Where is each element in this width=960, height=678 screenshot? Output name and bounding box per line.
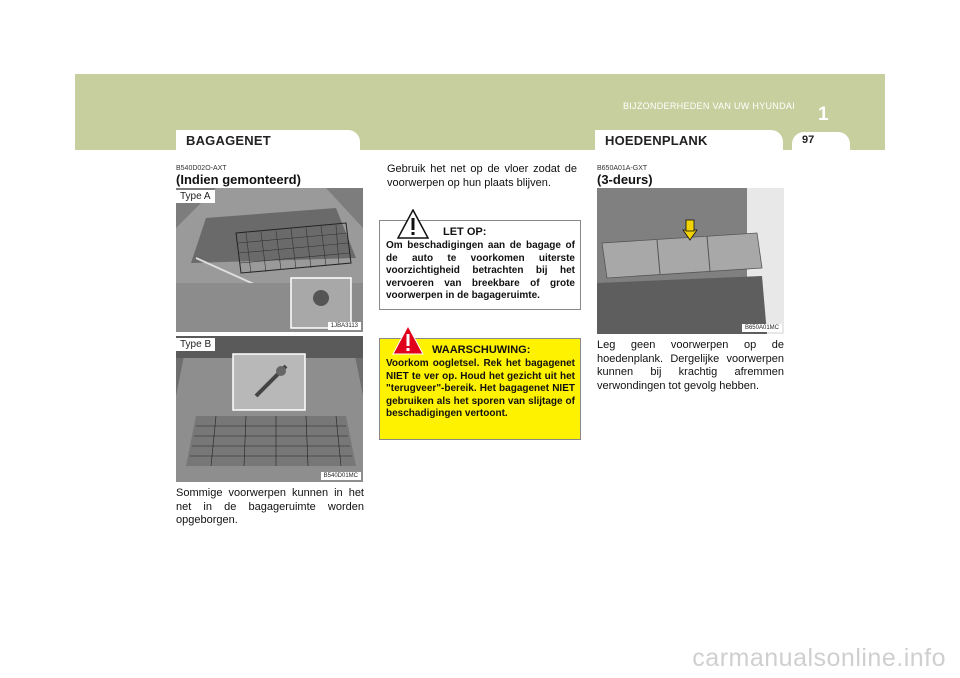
- photo-label-type-b: Type B: [176, 338, 215, 351]
- cargo-cover-photo: [597, 188, 784, 334]
- warning-text: Voorkom oogletsel. Rek het bagagenet NIET te ver op. Houd het gezicht uit het "terugveer"-bereik. Het bagagenet NIET gebruiken als het sporen van slijtage of beschadigingen vertoont.: [386, 358, 575, 419]
- chapter-number: 1: [818, 104, 829, 125]
- trunk-net-illustration-b: [176, 336, 363, 482]
- cargo-cover-illustration: [597, 188, 784, 334]
- body-paragraph-middle: Gebruik het net op de vloer zodat de voorwerpen op hun plaats blijven.: [387, 163, 577, 189]
- section-code: B540D02O-AXT: [176, 165, 227, 172]
- section-title-bagagenet: BAGAGENET: [186, 133, 271, 148]
- trunk-net-photo-type-b: [176, 336, 363, 482]
- warning-title: WAARSCHUWING:: [432, 344, 531, 356]
- section-subtitle: (Indien gemonteerd): [176, 172, 301, 187]
- section-title-hoedenplank: HOEDENPLANK: [605, 133, 708, 148]
- caution-title: LET OP:: [443, 226, 487, 238]
- photo-code-c: B650A01MC: [742, 324, 782, 332]
- chapter-title: BIJZONDERHEDEN VAN UW HYUNDAI: [622, 101, 795, 111]
- section-code: B650A01A-GXT: [597, 165, 648, 172]
- warning-triangle-icon: [397, 209, 429, 239]
- warning-box: [379, 338, 581, 440]
- body-paragraph-right: Leg geen voorwerpen op de hoedenplank. Dergelijke voorwerpen kunnen bij krachtig afremmen verwondingen tot gevolg hebben.: [597, 339, 784, 392]
- caution-text: Om beschadigingen aan de bagage of de auto te voorkomen uiterste voorzichtigheid betrachten bij het vervoeren van breekbare of grote voorwerpen in de bagageruimte.: [386, 240, 575, 301]
- photo-code-a: 1JBA3113: [328, 322, 361, 330]
- watermark: carmanualsonline.info: [692, 644, 946, 672]
- body-paragraph-left: Sommige voorwerpen kunnen in het net in de bagageruimte worden opgeborgen.: [176, 487, 364, 526]
- page-number-tab: [792, 132, 850, 150]
- warning-triangle-icon: [392, 325, 424, 355]
- section-subtitle: (3-deurs): [597, 172, 653, 187]
- trunk-net-photo-type-a: [176, 188, 363, 332]
- photo-code-b: B540D01MC: [321, 472, 361, 480]
- trunk-net-illustration-a: [176, 188, 363, 332]
- caution-box: [379, 220, 581, 310]
- photo-label-type-a: Type A: [176, 190, 215, 203]
- page-number: 97: [802, 134, 815, 146]
